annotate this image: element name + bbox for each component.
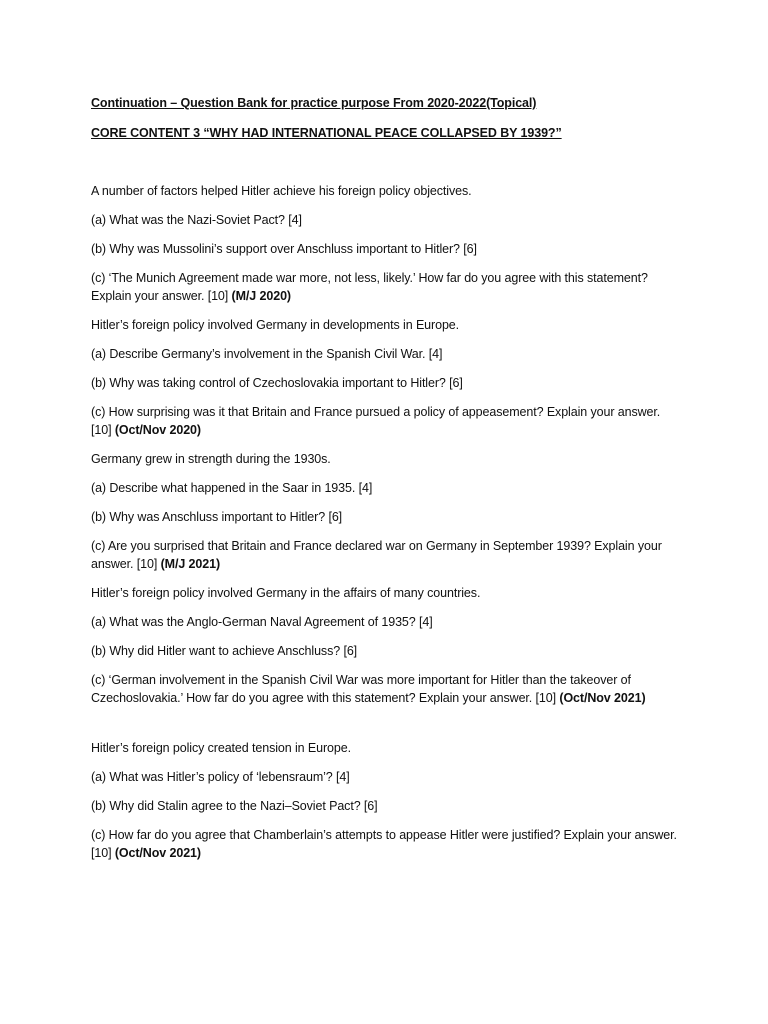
document-content [91, 94, 681, 873]
question-part-c-text: (c) Are you surprised that Britain and France declared war on Germany in September 1939? Explain your answer. [10] [91, 539, 662, 571]
question-part-a: (a) Describe Germany’s involvement in the Spanish Civil War. [4] [91, 347, 443, 361]
question-block-1 [91, 182, 681, 305]
question-part-c-text: (c) How far do you agree that Chamberlain’s attempts to appease Hitler were justified? Explain your answer. [10] [91, 828, 677, 860]
question-block-5 [91, 739, 681, 862]
question-part-c [91, 403, 681, 439]
question-part-a: (a) What was Hitler’s policy of ‘lebensraum’? [4] [91, 770, 350, 784]
document-title: Continuation – Question Bank for practice purpose From 2020-2022(Topical) [91, 96, 537, 110]
question-block-4 [91, 584, 681, 707]
question-intro: Hitler’s foreign policy involved Germany in the affairs of many countries. [91, 586, 481, 600]
question-part-c [91, 826, 681, 862]
question-part-c [91, 671, 681, 707]
question-part-c [91, 537, 681, 573]
exam-reference: (Oct/Nov 2021) [559, 691, 646, 705]
question-part-b: (b) Why did Hitler want to achieve Anschluss? [6] [91, 644, 358, 658]
question-intro: A number of factors helped Hitler achieve his foreign policy objectives. [91, 184, 472, 198]
document-subtitle: CORE CONTENT 3 “WHY HAD INTERNATIONAL PEACE COLLAPSED BY 1939?” [91, 126, 562, 140]
question-block-3 [91, 450, 681, 573]
question-block-2 [91, 316, 681, 439]
exam-reference: (M/J 2021) [160, 557, 221, 571]
question-part-b: (b) Why was taking control of Czechoslovakia important to Hitler? [6] [91, 376, 463, 390]
question-intro: Hitler’s foreign policy created tension in Europe. [91, 741, 351, 755]
question-part-b: (b) Why was Mussolini’s support over Anschluss important to Hitler? [6] [91, 242, 477, 256]
exam-reference: (Oct/Nov 2021) [114, 846, 201, 860]
question-part-a: (a) Describe what happened in the Saar in 1935. [4] [91, 481, 373, 495]
question-part-c-text: (c) ‘The Munich Agreement made war more, not less, likely.’ How far do you agree with this statement? Explain your answer. [10] [91, 271, 648, 303]
question-part-c-text: (c) ‘German involvement in the Spanish Civil War was more important for Hitler than the takeover of Czechoslovakia.’ How far do you agree with this statement? Explain your answer. [10] [91, 673, 631, 705]
question-part-c [91, 269, 681, 305]
question-intro: Hitler’s foreign policy involved Germany in developments in Europe. [91, 318, 460, 332]
question-intro: Germany grew in strength during the 1930s. [91, 452, 331, 466]
question-part-b: (b) Why was Anschluss important to Hitler? [6] [91, 510, 343, 524]
question-part-a: (a) What was the Nazi-Soviet Pact? [4] [91, 213, 302, 227]
exam-reference: (M/J 2020) [231, 289, 291, 303]
exam-reference: (Oct/Nov 2020) [114, 423, 201, 437]
question-part-c-text: (c) How surprising was it that Britain and France pursued a policy of appeasement? Explain your answer. [10] [91, 405, 661, 437]
question-part-a: (a) What was the Anglo-German Naval Agreement of 1935? [4] [91, 615, 433, 629]
question-part-b: (b) Why did Stalin agree to the Nazi–Soviet Pact? [6] [91, 799, 378, 813]
